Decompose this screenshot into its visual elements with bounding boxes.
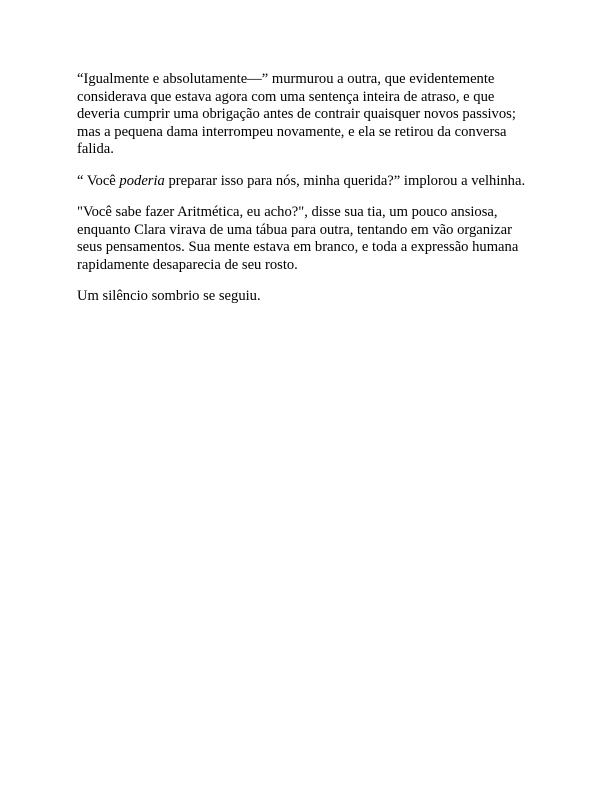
paragraph-1: “Igualmente e absolutamente—” murmurou a outra, que evidentemente considerava que estava agora com uma sentença inteira de atraso, e que deveria cumprir uma obrigação antes de contrair quaisquer novos passivos; mas a pequena dama interrompeu novamente, e ela se retirou da conversa falida. [77,71,516,157]
paragraph-2-emphasis: poderia [119,172,165,189]
paragraph-4: Um silêncio sombrio se seguiu. [77,288,261,304]
paragraph-3: "Você sabe fazer Aritmética, eu acho?", disse sua tia, um pouco ansiosa, enquanto Clara virava de uma tábua para outra, tentando em vão organizar seus pensamentos. Sua mente estava em branco, e toda a expressão humana rapidamente desaparecia de seu rosto. [77,204,519,273]
document-body [77,71,539,320]
paragraph-2-before: “ Você [77,172,120,189]
paragraph-2-after: preparar isso para nós, minha querida?” implorou a velhinha. [164,172,526,189]
paragraph-2 [77,173,539,191]
